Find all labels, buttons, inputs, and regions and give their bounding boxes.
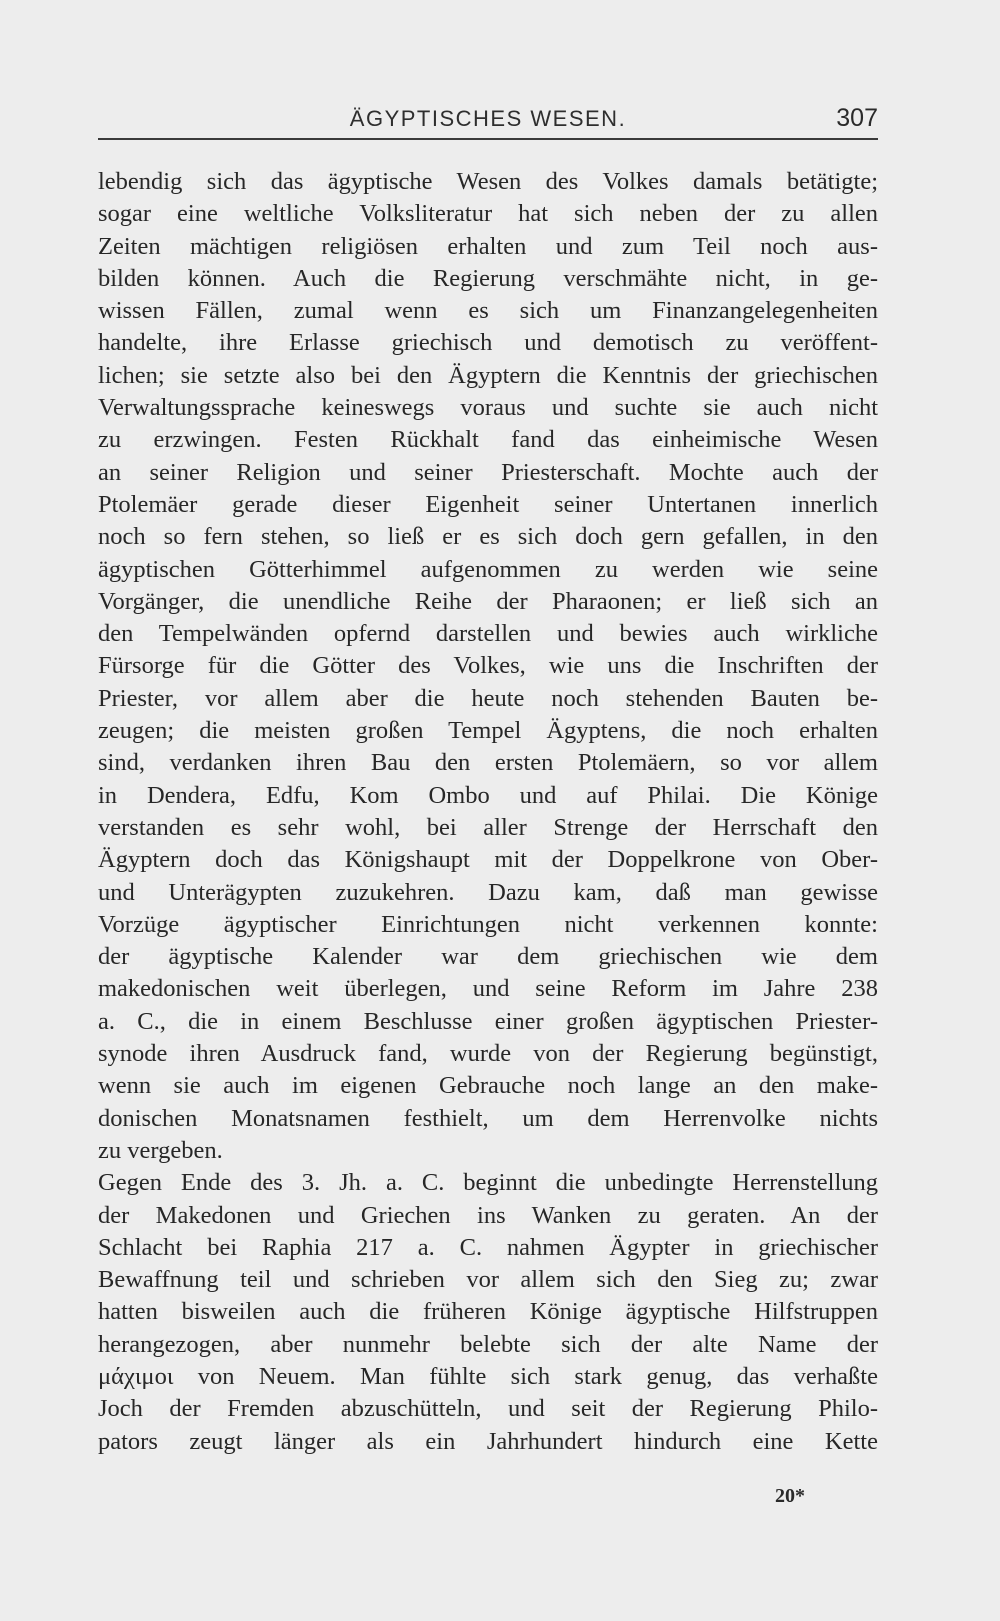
- text-line: Ptolemäer gerade dieser Eigenheit seiner Untertanen innerlich: [98, 490, 878, 518]
- text-line: herangezogen, aber nunmehr belebte sich der alte Name der: [98, 1330, 878, 1358]
- signature-mark: 20*: [775, 1485, 805, 1507]
- paragraph-end-line: zu vergeben.: [98, 1136, 223, 1164]
- text-line: der Makedonen und Griechen ins Wanken zu geraten. An der: [98, 1201, 878, 1229]
- text-line: sogar eine weltliche Volksliteratur hat sich neben der zu allen: [98, 200, 878, 228]
- text-line: Ägyptern doch das Königshaupt mit der Doppelkrone von Ober-: [98, 846, 878, 874]
- text-line: hatten bisweilen auch die früheren Könige ägyptische Hilfstruppen: [98, 1298, 878, 1326]
- text-line: Gegen Ende des 3. Jh. a. C. beginnt die unbedingte Herrenstellung: [98, 1169, 878, 1197]
- text-line: an seiner Religion und seiner Priesterschaft. Mochte auch der: [98, 458, 878, 486]
- text-line: in Dendera, Edfu, Kom Ombo und auf Philai. Die Könige: [98, 781, 878, 809]
- header-title: ÄGYPTISCHES WESEN.: [349, 106, 627, 131]
- text-line: donischen Monatsnamen festhielt, um dem Herrenvolke nichts: [98, 1104, 878, 1132]
- text-line: handelte, ihre Erlasse griechisch und demotisch zu veröffent-: [98, 329, 878, 357]
- text-line: pators zeugt länger als ein Jahrhundert hindurch eine Kette: [98, 1427, 878, 1455]
- text-line: Verwaltungssprache keineswegs voraus und suchte sie auch nicht: [98, 394, 878, 422]
- text-line: sind, verdanken ihren Bau den ersten Ptolemäern, so vor allem: [98, 749, 878, 777]
- text-line: Bewaffnung teil und schrieben vor allem sich den Sieg zu; zwar: [98, 1266, 878, 1294]
- text-line: synode ihren Ausdruck fand, wurde von der Regierung begünstigt,: [98, 1040, 878, 1068]
- text-line: Vorzüge ägyptischer Einrichtungen nicht verkennen konnte:: [98, 910, 878, 938]
- text-line-greek: μάχιμοι von Neuem. Man fühlte sich stark genug, das verhaßte: [98, 1362, 878, 1390]
- text-line: den Tempelwänden opfernd darstellen und bewies auch wirkliche: [98, 620, 878, 648]
- text-line: Fürsorge für die Götter des Volkes, wie uns die Inschriften der: [98, 652, 878, 680]
- text-line: Zeiten mächtigen religiösen erhalten und zum Teil noch aus-: [98, 232, 878, 260]
- running-header: [98, 104, 878, 138]
- text-line: ägyptischen Götterhimmel aufgenommen zu werden wie seine: [98, 555, 878, 583]
- text-line: verstanden es sehr wohl, bei aller Strenge der Herrschaft den: [98, 813, 878, 841]
- text-line: a. C., die in einem Beschlusse einer großen ägyptischen Priester-: [98, 1007, 878, 1035]
- text-line: Vorgänger, die unendliche Reihe der Pharaonen; er ließ sich an: [98, 587, 878, 615]
- text-line: lebendig sich das ägyptische Wesen des Volkes damals betätigte;: [98, 168, 878, 195]
- text-line: zeugen; die meisten großen Tempel Ägyptens, die noch erhalten: [98, 717, 878, 745]
- text-line: und Unterägypten zuzukehren. Dazu kam, daß man gewisse: [98, 878, 878, 906]
- text-line: wenn sie auch im eigenen Gebrauche noch lange an den make-: [98, 1072, 878, 1100]
- text-line: Joch der Fremden abzuschütteln, und seit der Regierung Philo-: [98, 1395, 878, 1423]
- text-line: makedonischen weit überlegen, und seine Reform im Jahre 238: [98, 975, 878, 1003]
- text-line: lichen; sie setzte also bei den Ägyptern die Kenntnis der griechischen: [98, 361, 878, 389]
- text-line: noch so fern stehen, so ließ er es sich doch gern gefallen, in den: [98, 523, 878, 551]
- page-number: 307: [836, 104, 878, 132]
- text-line: bilden können. Auch die Regierung verschmähte nicht, in ge-: [98, 264, 878, 292]
- text-line: Priester, vor allem aber die heute noch stehenden Bauten be-: [98, 684, 878, 712]
- header-rule: [98, 138, 878, 140]
- text-line: Schlacht bei Raphia 217 a. C. nahmen Ägypter in griechischer: [98, 1233, 878, 1261]
- text-line: der ägyptische Kalender war dem griechischen wie dem: [98, 943, 878, 971]
- body-text: [98, 166, 878, 1458]
- text-line: wissen Fällen, zumal wenn es sich um Finanzangelegenheiten: [98, 297, 878, 325]
- text-line: zu erzwingen. Festen Rückhalt fand das einheimische Wesen: [98, 426, 878, 454]
